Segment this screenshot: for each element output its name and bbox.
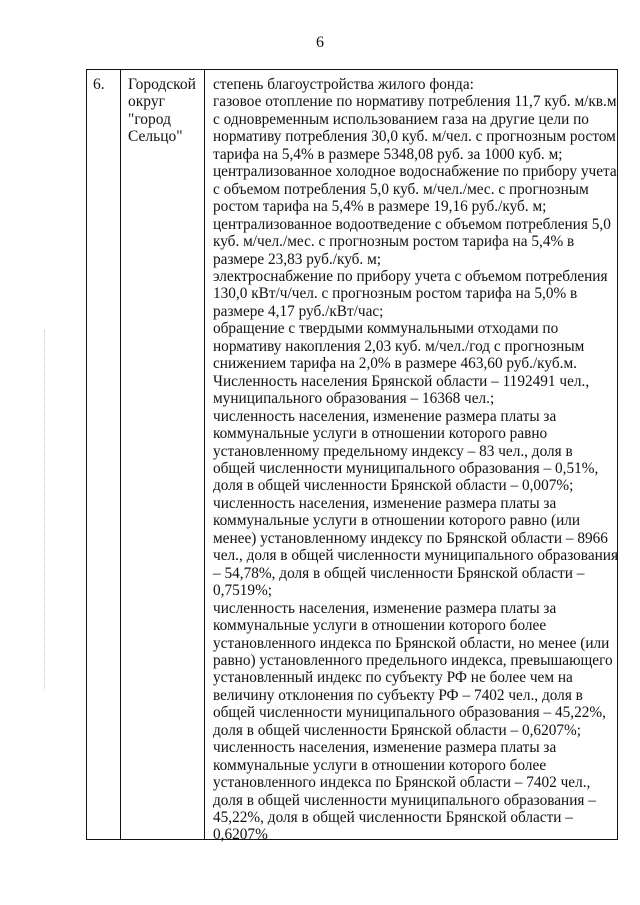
description-text	[213, 76, 619, 844]
description-line: общей численности муниципального образования – 45,22%,	[213, 704, 606, 722]
description-line: численность населения, изменение размера платы за	[213, 407, 557, 425]
description-line: коммунальные услуги в отношении которого равно	[213, 425, 548, 443]
description-line: установленный индекс по субъекту РФ не более чем на	[213, 669, 573, 687]
description-line: менее) установленному индексу по Брянской области – 8966	[213, 529, 608, 547]
description-line: установленного индекса по Брянской области – 7402 чел.,	[213, 774, 591, 792]
description-line: централизованное водоотведение с объемом потребления 5,0	[213, 215, 611, 233]
description-line: чел., доля в общей численности муниципального образования	[213, 547, 619, 565]
description-line: коммунальные услуги в отношении которого равно (или	[213, 512, 581, 530]
description-line: куб. м/чел./мес. с прогнозным ростом тарифа на 5,4% в	[213, 233, 575, 251]
description-line: 0,7519%;	[213, 582, 273, 600]
description-line: централизованное холодное водоснабжение по прибору учета	[213, 163, 617, 181]
description-line: нормативу накопления 2,03 куб. м/чел./год с прогнозным	[213, 337, 585, 355]
municipality-name	[128, 76, 196, 145]
description-line: доля в общей численности Брянской области – 0,007%;	[213, 477, 574, 495]
description-line: 130,0 кВт/ч/чел. с прогнозным ростом тарифа на 5,0% в	[213, 285, 578, 303]
description-line: ростом тарифа на 5,4% в размере 19,16 руб./куб. м;	[213, 198, 547, 216]
name-line: "город	[128, 110, 171, 128]
description-line: коммунальные услуги в отношении которого более	[213, 617, 547, 635]
description-line: 45,22%, доля в общей численности Брянской области –	[213, 809, 573, 827]
description-line: установленного индекса по Брянской области, но менее (или	[213, 634, 610, 652]
description-line: с одновременным использованием газа на другие цели по	[213, 110, 589, 128]
description-line: обращение с твердыми коммунальными отходами по	[213, 320, 559, 338]
description-line: численность населения, изменение размера платы за	[213, 599, 557, 617]
description-line: размере 4,17 руб./кВт/час;	[213, 302, 384, 320]
scan-margin-marks	[44, 330, 46, 690]
description-cell	[205, 70, 619, 844]
name-line: округ	[128, 93, 165, 111]
description-line: муниципального образования – 16368 чел.;	[213, 390, 495, 408]
description-line: с объемом потребления 5,0 куб. м/чел./мес. с прогнозным	[213, 180, 589, 198]
description-line: равно) установленного предельного индекса, превышающего	[213, 651, 613, 669]
description-line: установленному предельному индексу – 83 чел., доля в	[213, 442, 573, 460]
description-line: общей численности муниципального образования – 0,51%,	[213, 459, 599, 477]
description-line: величину отклонения по субъекту РФ – 7402 чел., доля в	[213, 686, 583, 704]
description-line: доля в общей численности Брянской области – 0,6207%;	[213, 721, 582, 739]
description-line: коммунальные услуги в отношении которого более	[213, 756, 547, 774]
description-line: степень благоустройства жилого фонда:	[213, 76, 474, 93]
description-line: тарифа на 5,4% в размере 5348,08 руб. за 1000 куб. м;	[213, 145, 563, 163]
description-line: снижением тарифа на 2,0% в размере 463,60 руб./куб.м.	[213, 355, 577, 373]
description-line: газовое отопление по нормативу потребления 11,7 куб. м/кв.м	[213, 93, 617, 111]
name-line: Сельцо"	[128, 127, 183, 145]
description-line: доля в общей численности муниципального образования –	[213, 791, 596, 809]
description-line: размере 23,83 руб./куб. м;	[213, 250, 382, 268]
document-table	[86, 69, 619, 844]
description-line: нормативу потребления 30,0 куб. м/чел. с прогнозным ростом	[213, 128, 616, 146]
description-line: численность населения, изменение размера платы за	[213, 739, 557, 757]
description-line: численность населения, изменение размера платы за	[213, 494, 557, 512]
description-line: – 54,78%, доля в общей численности Брянской области –	[213, 564, 585, 582]
description-line: электроснабжение по прибору учета с объемом потребления	[213, 267, 608, 285]
row-number: 6.	[93, 76, 105, 93]
row-number-cell	[87, 70, 121, 839]
municipality-name-cell	[121, 70, 205, 839]
name-line: Городской	[128, 76, 196, 93]
description-line: 0,6207%	[213, 826, 268, 844]
page-number: 6	[316, 34, 324, 51]
description-line: Численность населения Брянской области – 1192491 чел.,	[213, 372, 590, 390]
